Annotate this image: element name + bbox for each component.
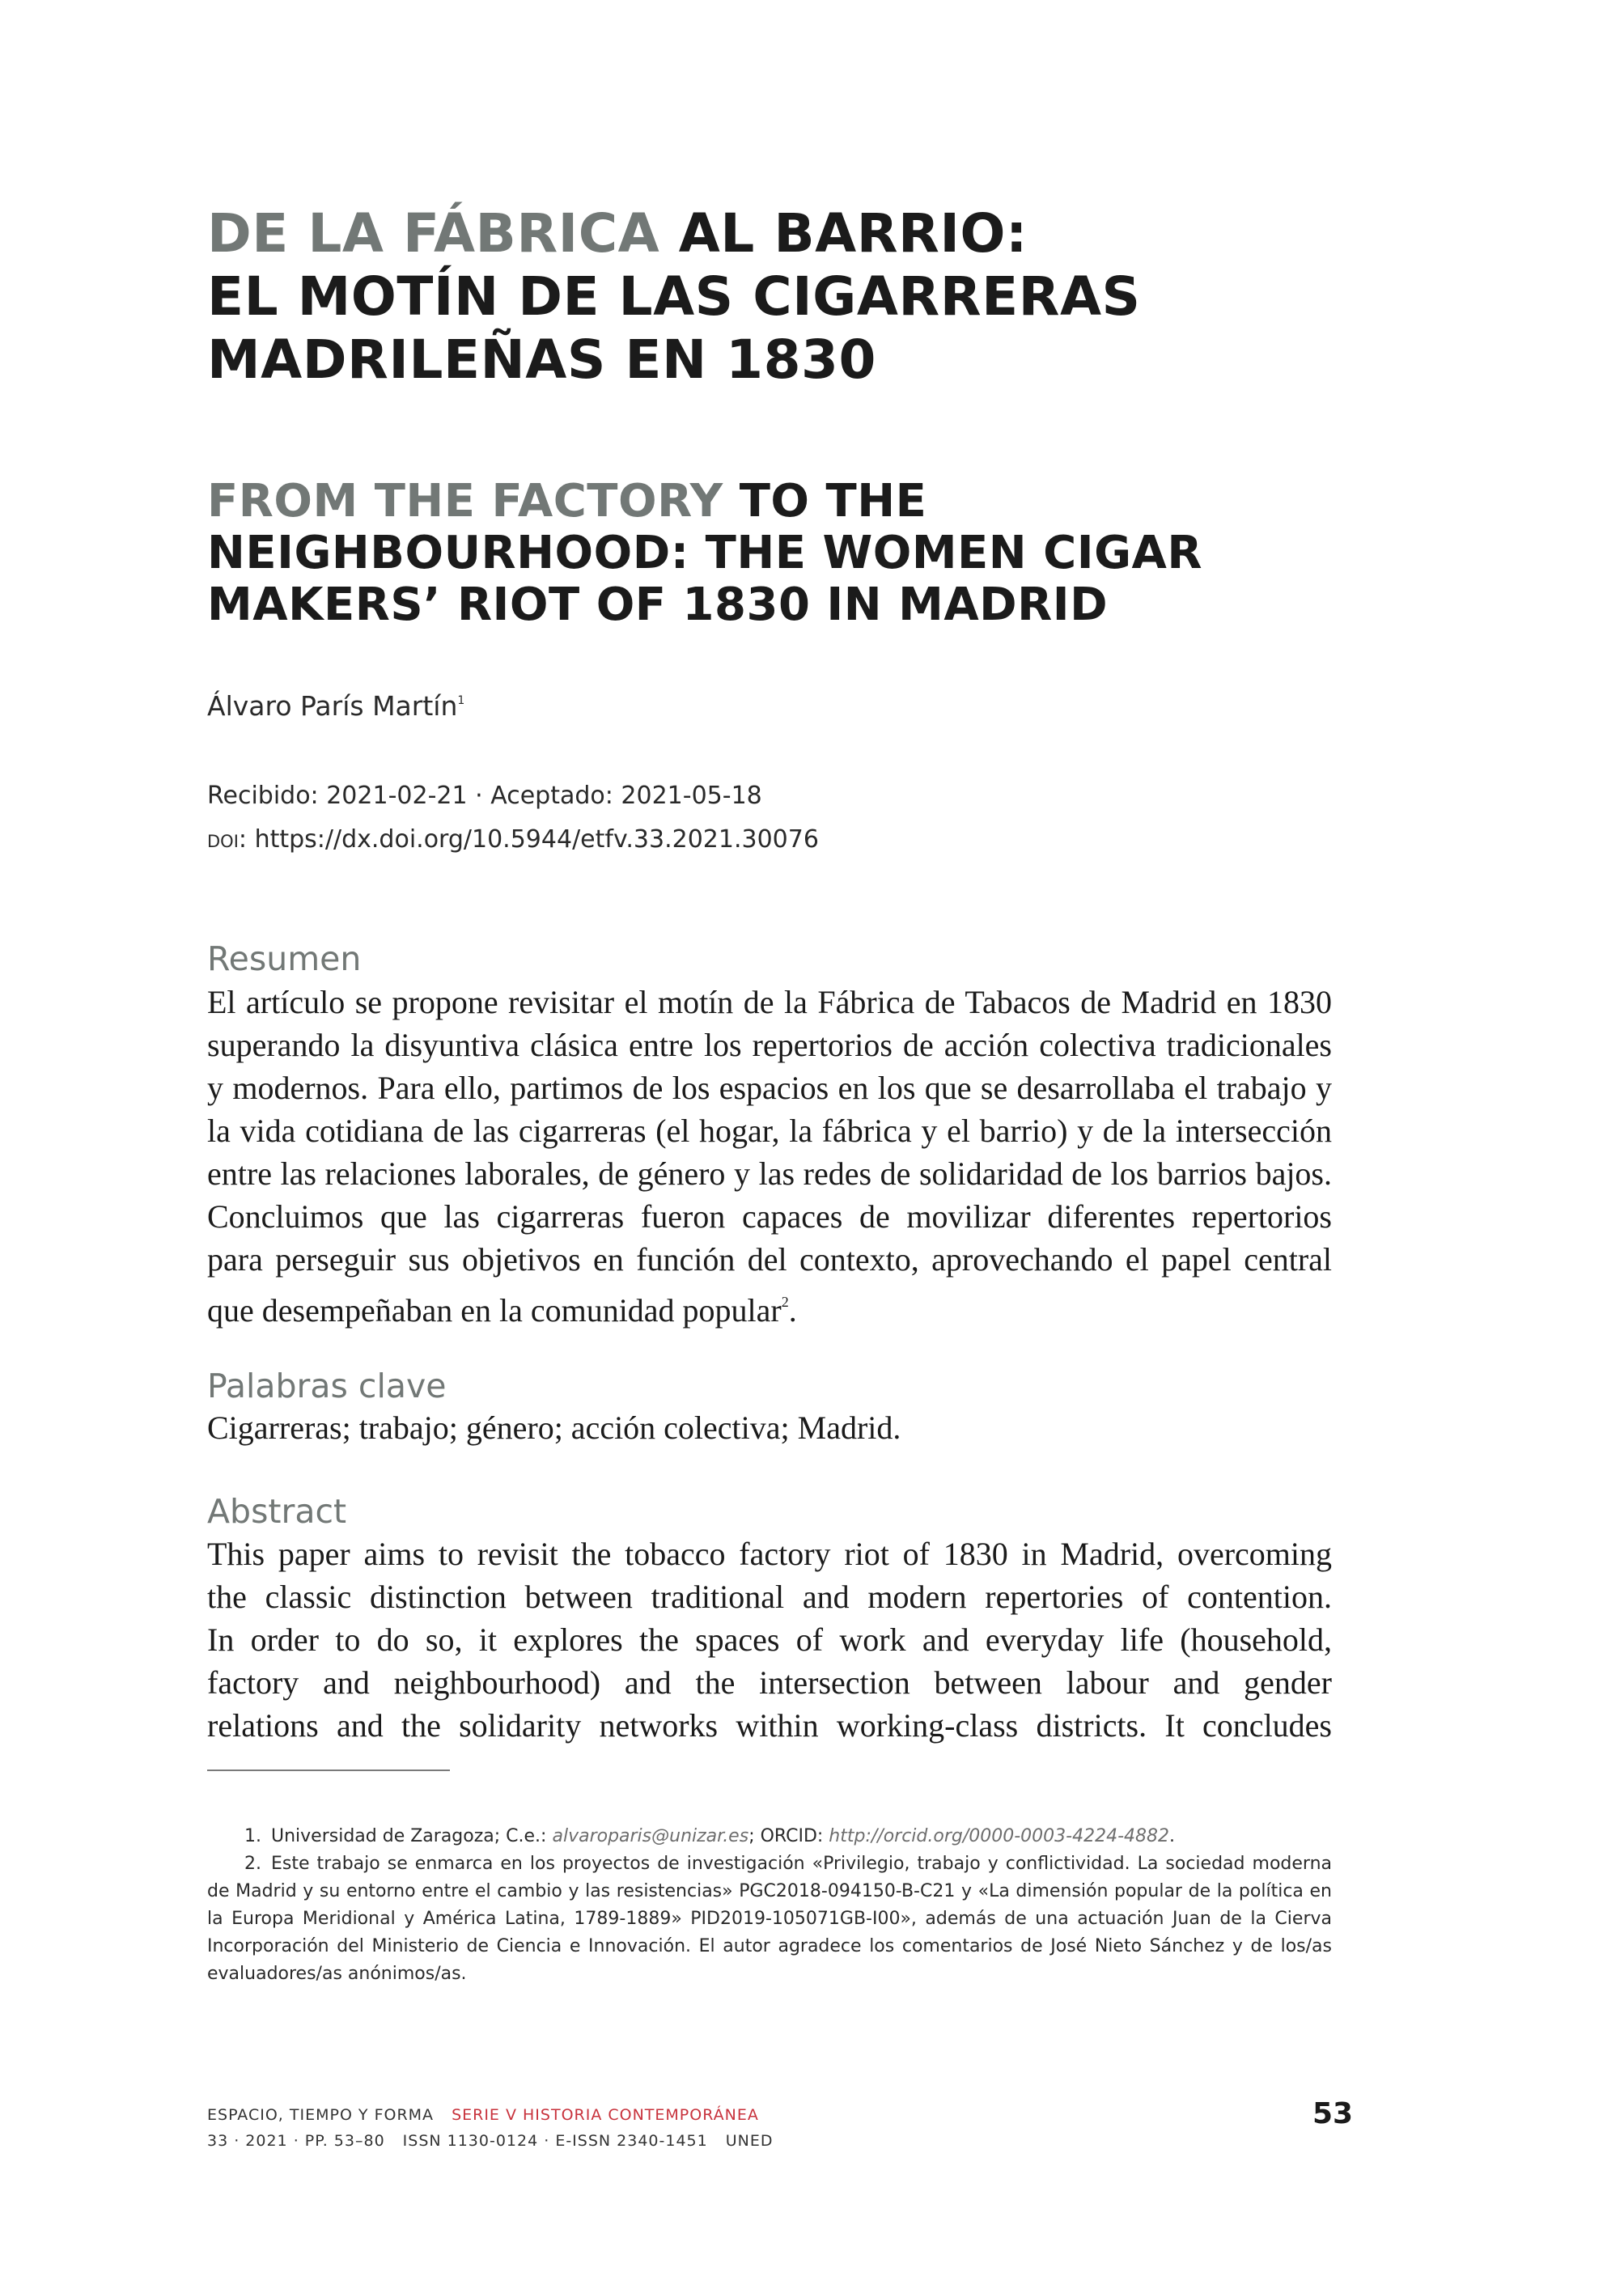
resumen-footnote-ref[interactable]: 2 — [781, 1294, 789, 1310]
resumen-end-punct: . — [788, 1292, 797, 1329]
doi-link[interactable]: https://dx.doi.org/10.5944/etfv.33.2021.30076 — [254, 825, 819, 854]
keywords-text: Cigarreras; trabajo; género; acción colectiva; Madrid. — [207, 1409, 901, 1446]
doi-line — [207, 818, 1332, 862]
footnote-text: . — [1169, 1826, 1176, 1846]
abstract-line: This paper aims to revisit the tobacco factory riot of 1830 in Madrid, overcoming — [207, 1536, 1332, 1572]
page-footer — [207, 2102, 1332, 2154]
title-en-highlight: FROM THE FACTORY — [207, 475, 723, 528]
author-footnote-ref[interactable]: 1 — [457, 694, 465, 707]
footnote-2 — [207, 1850, 1332, 1988]
footnote-number: 1. — [244, 1826, 261, 1846]
footer-line-2 — [207, 2128, 1332, 2154]
footnote-text: Este trabajo se enmarca en los proyectos de investigación «Privilegio, trabajo y conflictividad. La sociedad moderna de Madrid y su entorno entre el cambio y las resistencias» PGC2018-094150-B-C21 y «La dimensión popular de la política en la Europa Meridional y América Latina, 1789-1889» PID2019-105071GB-I00», además de una actuación Juan de la Cierva Incorporación del Ministerio de Ciencia e Innovación. El autor agradece los comentarios de José Nieto Sánchez y de los/as evaluadores/as anónimos/as. — [207, 1854, 1332, 1984]
publisher: UNED — [725, 2132, 774, 2150]
orcid-link[interactable]: http://orcid.org/0000-0003-4224-4882 — [829, 1826, 1170, 1846]
title-es-line3: MADRILEÑAS EN 1830 — [207, 328, 876, 391]
resumen-body — [207, 981, 1332, 1332]
resumen-line: superando la disyuntiva clásica entre los repertorios de acción colectiva tradicionales — [207, 1027, 1332, 1063]
footnote-divider — [207, 1770, 450, 1771]
author-email-link[interactable]: alvaroparis@unizar.es — [552, 1826, 749, 1846]
resumen-line: que desempeñaban en la comunidad popular — [207, 1292, 782, 1329]
resumen-line: para perseguir sus objetivos en función del contexto, aprovechando el papel central — [207, 1241, 1332, 1278]
resumen-line: Concluimos que las cigarreras fueron capaces de movilizar diferentes repertorios — [207, 1198, 1332, 1235]
resumen-line: la vida cotidiana de las cigarreras (el hogar, la fábrica y el barrio) y de la intersección — [207, 1113, 1332, 1149]
abstract-body — [207, 1532, 1332, 1747]
title-es-line1-rest: AL BARRIO: — [659, 202, 1028, 265]
author-name: Álvaro París Martín — [207, 690, 458, 722]
title-es-highlight: DE LA FÁBRICA — [207, 202, 660, 265]
dates-line — [207, 774, 1332, 818]
footnote-1 — [207, 1823, 1332, 1850]
resumen-line: entre las relaciones laborales, de género y las redes de solidaridad de los barrios bajos. — [207, 1155, 1332, 1192]
title-en-line1-rest: TO THE — [723, 475, 927, 528]
footnote-text: Universidad de Zaragoza; C.e.: — [271, 1826, 553, 1846]
abstract-line: relations and the solidarity networks within working-class districts. It concludes — [207, 1707, 1332, 1744]
footnotes — [207, 1823, 1332, 1988]
journal-name: ESPACIO, TIEMPO Y FORMA — [207, 2106, 435, 2124]
title-en-line3: MAKERS’ RIOT OF 1830 IN MADRID — [207, 579, 1109, 631]
article-title-english — [207, 476, 1332, 631]
resumen-last-line — [207, 1281, 1332, 1332]
journal-series: SERIE V HISTORIA CONTEMPORÁNEA — [452, 2106, 759, 2124]
abstract-line: factory and neighbourhood) and the intersection between labour and gender — [207, 1664, 1332, 1701]
issn-info: ISSN 1130-0124 · E-ISSN 2340-1451 — [402, 2132, 708, 2150]
abstract-line: the classic distinction between traditional and modern repertories of contention. — [207, 1579, 1332, 1615]
footnote-number: 2. — [244, 1854, 261, 1874]
issue-info: 33 · 2021 · PP. 53–80 — [207, 2132, 385, 2150]
resumen-line: El artículo se propone revisitar el motín de la Fábrica de Tabacos de Madrid en 1830 — [207, 984, 1332, 1020]
page-number: 53 — [1312, 2097, 1354, 2130]
title-en-line2: NEIGHBOURHOOD: THE WOMEN CIGAR — [207, 527, 1203, 579]
keywords-heading: Palabras clave — [207, 1367, 447, 1405]
article-title-spanish — [207, 202, 1332, 392]
abstract-line: In order to do so, it explores the spaces of work and everyday life (household, — [207, 1621, 1332, 1658]
received-label: Recibido: — [207, 782, 319, 810]
resumen-line: y modernos. Para ello, partimos de los espacios en los que se desarrollaba el trabajo y — [207, 1070, 1332, 1106]
accepted-date: 2021-05-18 — [621, 782, 762, 810]
resumen-heading: Resumen — [207, 939, 362, 978]
received-date: 2021-02-21 — [326, 782, 468, 810]
abstract-heading: Abstract — [207, 1492, 347, 1531]
author-line — [207, 690, 1332, 722]
article-dates-and-doi — [207, 774, 1332, 862]
doi-label: doi: — [207, 825, 248, 854]
date-separator: · — [475, 782, 483, 810]
title-es-line2: EL MOTÍN DE LAS CIGARRERAS — [207, 265, 1141, 328]
accepted-label: Aceptado: — [490, 782, 613, 810]
footer-line-1 — [207, 2102, 1332, 2128]
footnote-text: ; ORCID: — [748, 1826, 829, 1846]
